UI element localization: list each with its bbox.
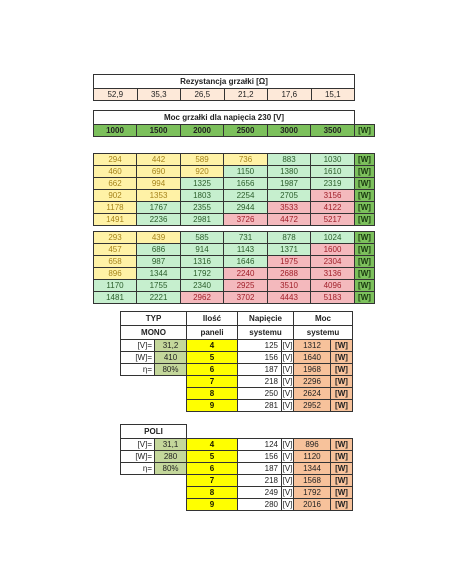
voltage-unit: [V] bbox=[282, 400, 293, 410]
power-grid-1 bbox=[93, 153, 375, 226]
panel-count: 8 bbox=[187, 388, 238, 400]
table-row bbox=[121, 352, 353, 364]
panel-count: 7 bbox=[187, 475, 238, 487]
param-value: 31,2 bbox=[155, 340, 187, 352]
power-cell: 5183 bbox=[311, 292, 355, 304]
table-row bbox=[121, 364, 353, 376]
power-value: 896 bbox=[294, 439, 331, 451]
param-value: 80% bbox=[155, 463, 187, 475]
blank-cell bbox=[121, 475, 155, 487]
resistance-title: Rezystancja grzałki [Ω] bbox=[94, 75, 355, 89]
unit-label: [W] bbox=[355, 202, 375, 214]
power-header-table bbox=[93, 110, 375, 137]
voltage-unit: [V] bbox=[282, 352, 293, 362]
voltage-unit: [V] bbox=[282, 475, 293, 485]
power-cell: 1353 bbox=[137, 190, 181, 202]
power-cell: 896 bbox=[94, 268, 137, 280]
unit-label: [W] bbox=[355, 268, 375, 280]
panel-count: 6 bbox=[187, 463, 238, 475]
power-cell: 2221 bbox=[137, 292, 181, 304]
power-unit: [W] bbox=[331, 439, 353, 451]
power-header: 1000 bbox=[94, 125, 137, 137]
table-row bbox=[121, 388, 353, 400]
power-cell: 914 bbox=[181, 244, 224, 256]
param-label: η= bbox=[121, 463, 155, 475]
power-cell: 1491 bbox=[94, 214, 137, 226]
table-row bbox=[94, 202, 375, 214]
poli-name: POLI bbox=[121, 425, 187, 439]
power-value: 1968 bbox=[294, 364, 331, 376]
unit-label: [W] bbox=[355, 125, 375, 137]
power-cell: 1344 bbox=[137, 268, 181, 280]
voltage-value: 281 bbox=[238, 400, 282, 412]
power-unit: [W] bbox=[331, 463, 353, 475]
col-voltage-2: systemu bbox=[238, 326, 294, 340]
panel-count: 7 bbox=[187, 376, 238, 388]
power-cell: 589 bbox=[181, 154, 224, 166]
power-value: 2952 bbox=[294, 400, 331, 412]
panel-count: 8 bbox=[187, 487, 238, 499]
power-value: 1568 bbox=[294, 475, 331, 487]
table-row bbox=[121, 439, 353, 451]
power-value: 1344 bbox=[294, 463, 331, 475]
panel-count: 6 bbox=[187, 364, 238, 376]
power-cell: 1610 bbox=[311, 166, 355, 178]
power-value: 1792 bbox=[294, 487, 331, 499]
table-row bbox=[94, 268, 375, 280]
power-cell: 2981 bbox=[181, 214, 224, 226]
power-unit: [W] bbox=[331, 499, 353, 511]
voltage-value: 125 bbox=[238, 340, 282, 352]
power-cell: 920 bbox=[181, 166, 224, 178]
power-cell: 2340 bbox=[181, 280, 224, 292]
power-cell: 1143 bbox=[224, 244, 268, 256]
panel-count: 4 bbox=[187, 439, 238, 451]
power-cell: 1656 bbox=[224, 178, 268, 190]
unit-label: [W] bbox=[355, 166, 375, 178]
table-row bbox=[121, 499, 353, 511]
voltage-unit: [V] bbox=[282, 388, 293, 398]
param-value: 80% bbox=[155, 364, 187, 376]
power-cell: 442 bbox=[137, 154, 181, 166]
blank-cell bbox=[121, 376, 155, 388]
param-label: [W]= bbox=[121, 352, 155, 364]
power-header: 1500 bbox=[137, 125, 181, 137]
voltage-unit: [V] bbox=[282, 340, 293, 350]
power-value: 2624 bbox=[294, 388, 331, 400]
resistance-cell: 15,1 bbox=[311, 89, 355, 101]
voltage-unit: [V] bbox=[282, 364, 293, 374]
power-cell: 731 bbox=[224, 232, 268, 244]
power-cell: 1803 bbox=[181, 190, 224, 202]
power-cell: 439 bbox=[137, 232, 181, 244]
power-cell: 2304 bbox=[311, 256, 355, 268]
blank-cell bbox=[121, 487, 155, 499]
power-cell: 1030 bbox=[311, 154, 355, 166]
resistance-cell: 26,5 bbox=[181, 89, 225, 101]
power-cell: 690 bbox=[137, 166, 181, 178]
power-cell: 585 bbox=[181, 232, 224, 244]
col-power-2: systemu bbox=[294, 326, 353, 340]
power-cell: 2962 bbox=[181, 292, 224, 304]
voltage-value: 218 bbox=[238, 376, 282, 388]
power-cell: 2705 bbox=[268, 190, 311, 202]
power-cell: 4472 bbox=[268, 214, 311, 226]
power-cell: 460 bbox=[94, 166, 137, 178]
col-voltage-1: Napięcie bbox=[238, 312, 294, 326]
power-unit: [W] bbox=[331, 451, 353, 463]
voltage-value: 156 bbox=[238, 451, 282, 463]
panel-count: 5 bbox=[187, 451, 238, 463]
table-row bbox=[121, 463, 353, 475]
table-row bbox=[94, 190, 375, 202]
power-cell: 1600 bbox=[311, 244, 355, 256]
power-cell: 1170 bbox=[94, 280, 137, 292]
power-unit: [W] bbox=[331, 475, 353, 487]
power-cell: 878 bbox=[268, 232, 311, 244]
voltage-value: 187 bbox=[238, 463, 282, 475]
voltage-unit: [V] bbox=[282, 451, 293, 461]
power-unit: [W] bbox=[331, 388, 353, 400]
voltage-unit: [V] bbox=[282, 439, 293, 449]
typ-label: TYP bbox=[121, 312, 187, 326]
power-cell: 457 bbox=[94, 244, 137, 256]
blank-cell bbox=[155, 487, 187, 499]
table-row bbox=[121, 400, 353, 412]
power-cell: 686 bbox=[137, 244, 181, 256]
table-row bbox=[121, 376, 353, 388]
unit-label: [W] bbox=[355, 280, 375, 292]
power-cell: 883 bbox=[268, 154, 311, 166]
power-unit: [W] bbox=[331, 340, 353, 352]
blank-cell bbox=[355, 111, 375, 125]
table-row bbox=[94, 154, 375, 166]
voltage-unit: [V] bbox=[282, 376, 293, 386]
power-cell: 662 bbox=[94, 178, 137, 190]
table-row bbox=[94, 214, 375, 226]
blank-cell bbox=[121, 400, 155, 412]
table-row bbox=[121, 487, 353, 499]
unit-label: [W] bbox=[355, 154, 375, 166]
voltage-value: 124 bbox=[238, 439, 282, 451]
power-header: 2500 bbox=[224, 125, 268, 137]
blank-cell bbox=[155, 388, 187, 400]
power-cell: 2944 bbox=[224, 202, 268, 214]
panel-count: 9 bbox=[187, 499, 238, 511]
unit-label: [W] bbox=[355, 214, 375, 226]
power-cell: 4443 bbox=[268, 292, 311, 304]
power-cell: 1150 bbox=[224, 166, 268, 178]
power-grid-2 bbox=[93, 231, 375, 304]
blank-cell bbox=[155, 499, 187, 511]
blank-cell bbox=[121, 499, 155, 511]
power-unit: [W] bbox=[331, 487, 353, 499]
param-value: 410 bbox=[155, 352, 187, 364]
resistance-cell: 52,9 bbox=[94, 89, 138, 101]
power-header: 3500 bbox=[311, 125, 355, 137]
panel-count: 4 bbox=[187, 340, 238, 352]
voltage-value: 250 bbox=[238, 388, 282, 400]
power-cell: 1481 bbox=[94, 292, 137, 304]
unit-label: [W] bbox=[355, 232, 375, 244]
power-header: 2000 bbox=[181, 125, 224, 137]
table-row bbox=[94, 292, 375, 304]
power-header: 3000 bbox=[268, 125, 311, 137]
power-cell: 1646 bbox=[224, 256, 268, 268]
voltage-unit: [V] bbox=[282, 487, 293, 497]
power-cell: 658 bbox=[94, 256, 137, 268]
param-label: [V]= bbox=[121, 340, 155, 352]
blank-cell bbox=[155, 400, 187, 412]
param-value: 280 bbox=[155, 451, 187, 463]
poli-table bbox=[120, 424, 353, 511]
resistance-cell: 21,2 bbox=[224, 89, 268, 101]
power-cell: 293 bbox=[94, 232, 137, 244]
power-cell: 3702 bbox=[224, 292, 268, 304]
unit-label: [W] bbox=[355, 292, 375, 304]
col-panels-2: paneli bbox=[187, 326, 238, 340]
mono-name: MONO bbox=[121, 326, 187, 340]
col-power-1: Moc bbox=[294, 312, 353, 326]
power-unit: [W] bbox=[331, 352, 353, 364]
power-cell: 1975 bbox=[268, 256, 311, 268]
col-panels-1: Ilość bbox=[187, 312, 238, 326]
power-cell: 736 bbox=[224, 154, 268, 166]
table-row bbox=[94, 244, 375, 256]
power-cell: 1024 bbox=[311, 232, 355, 244]
power-cell: 1755 bbox=[137, 280, 181, 292]
unit-label: [W] bbox=[355, 178, 375, 190]
power-cell: 987 bbox=[137, 256, 181, 268]
power-unit: [W] bbox=[331, 376, 353, 388]
param-label: [V]= bbox=[121, 439, 155, 451]
table-row bbox=[94, 178, 375, 190]
power-cell: 1316 bbox=[181, 256, 224, 268]
power-cell: 1178 bbox=[94, 202, 137, 214]
unit-label: [W] bbox=[355, 190, 375, 202]
power-cell: 3510 bbox=[268, 280, 311, 292]
unit-label: [W] bbox=[355, 256, 375, 268]
power-cell: 294 bbox=[94, 154, 137, 166]
resistance-cell: 35,3 bbox=[137, 89, 181, 101]
voltage-unit: [V] bbox=[282, 463, 293, 473]
table-row bbox=[94, 232, 375, 244]
param-value: 31,1 bbox=[155, 439, 187, 451]
power-cell: 3136 bbox=[311, 268, 355, 280]
power-cell: 1987 bbox=[268, 178, 311, 190]
blank-cell bbox=[155, 376, 187, 388]
power-cell: 3533 bbox=[268, 202, 311, 214]
power-cell: 3156 bbox=[311, 190, 355, 202]
table-row bbox=[94, 166, 375, 178]
power-value: 1312 bbox=[294, 340, 331, 352]
power-cell: 2254 bbox=[224, 190, 268, 202]
voltage-value: 187 bbox=[238, 364, 282, 376]
power-cell: 902 bbox=[94, 190, 137, 202]
panel-count: 5 bbox=[187, 352, 238, 364]
power-cell: 2319 bbox=[311, 178, 355, 190]
power-cell: 1325 bbox=[181, 178, 224, 190]
power-cell: 3726 bbox=[224, 214, 268, 226]
power-cell: 5217 bbox=[311, 214, 355, 226]
power-cell: 1792 bbox=[181, 268, 224, 280]
power-unit: [W] bbox=[331, 400, 353, 412]
blank-cell bbox=[187, 425, 353, 439]
param-label: [W]= bbox=[121, 451, 155, 463]
table-row bbox=[121, 340, 353, 352]
mono-table bbox=[120, 311, 353, 412]
voltage-value: 280 bbox=[238, 499, 282, 511]
unit-label: [W] bbox=[355, 244, 375, 256]
power-cell: 2240 bbox=[224, 268, 268, 280]
table-row bbox=[94, 256, 375, 268]
power-cell: 2925 bbox=[224, 280, 268, 292]
power-value: 2016 bbox=[294, 499, 331, 511]
power-cell: 4122 bbox=[311, 202, 355, 214]
power-cell: 2236 bbox=[137, 214, 181, 226]
table-row bbox=[121, 475, 353, 487]
power-cell: 4096 bbox=[311, 280, 355, 292]
power-cell: 1371 bbox=[268, 244, 311, 256]
voltage-value: 218 bbox=[238, 475, 282, 487]
resistance-table bbox=[93, 74, 355, 101]
power-cell: 994 bbox=[137, 178, 181, 190]
voltage-value: 249 bbox=[238, 487, 282, 499]
power-value: 2296 bbox=[294, 376, 331, 388]
power-cell: 1380 bbox=[268, 166, 311, 178]
voltage-value: 156 bbox=[238, 352, 282, 364]
power-title: Moc grzałki dla napięcia 230 [V] bbox=[94, 111, 355, 125]
param-label: η= bbox=[121, 364, 155, 376]
table-row bbox=[94, 280, 375, 292]
panel-count: 9 bbox=[187, 400, 238, 412]
table-row bbox=[121, 451, 353, 463]
blank-cell bbox=[155, 475, 187, 487]
power-cell: 1767 bbox=[137, 202, 181, 214]
resistance-cell: 17,6 bbox=[268, 89, 312, 101]
power-unit: [W] bbox=[331, 364, 353, 376]
voltage-unit: [V] bbox=[282, 499, 293, 509]
power-value: 1120 bbox=[294, 451, 331, 463]
blank-cell bbox=[121, 388, 155, 400]
power-cell: 2355 bbox=[181, 202, 224, 214]
power-cell: 2688 bbox=[268, 268, 311, 280]
power-value: 1640 bbox=[294, 352, 331, 364]
